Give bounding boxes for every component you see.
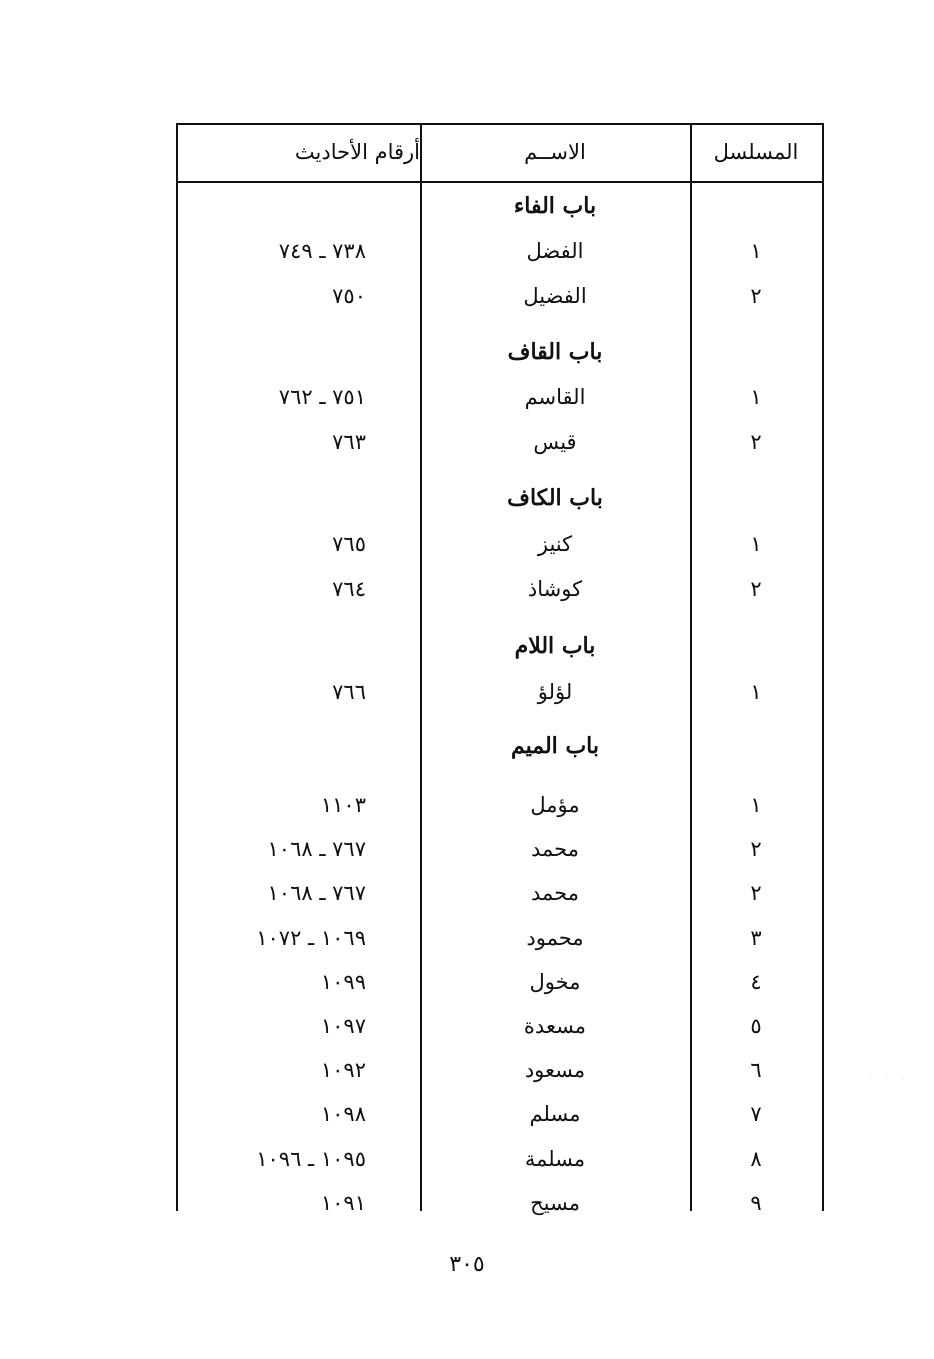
header-serial: المسلسل bbox=[713, 140, 799, 164]
hadith-numbers-cell: ١١٠٣ bbox=[320, 793, 366, 817]
hadith-numbers-cell: ١٠٩٨ bbox=[320, 1102, 366, 1127]
table-row bbox=[176, 1139, 824, 1179]
name-cell: مسلم bbox=[529, 1102, 581, 1127]
hadith-numbers-cell: ١٠٩٧ bbox=[320, 1014, 366, 1038]
serial-cell: ٨ bbox=[750, 1146, 762, 1171]
table-row bbox=[176, 276, 824, 316]
serial-cell: ٢ bbox=[750, 430, 762, 454]
scan-specks: · · · bbox=[870, 1075, 910, 1082]
serial-cell: ١ bbox=[750, 239, 762, 263]
hadith-numbers-cell: ١٠٦٩ ـ ١٠٧٢ bbox=[256, 925, 366, 950]
serial-cell: ١ bbox=[750, 385, 762, 409]
table-row bbox=[176, 1050, 824, 1090]
hadith-numbers-cell: ٧٦٧ ـ ١٠٦٨ bbox=[267, 881, 366, 906]
hadith-numbers-cell: ٧٥١ ـ ٧٦٢ bbox=[278, 385, 366, 409]
serial-cell: ٢ bbox=[750, 881, 762, 906]
name-cell: محمد bbox=[531, 881, 579, 906]
section-title: باب اللام bbox=[514, 633, 596, 659]
name-cell: مسعود bbox=[524, 1058, 586, 1083]
hadith-numbers-cell: ١٠٩٢ bbox=[320, 1058, 366, 1083]
table-row bbox=[176, 1006, 824, 1046]
header-hadith-numbers: أرقام الأحاديث bbox=[294, 140, 420, 164]
serial-cell: ١ bbox=[750, 680, 762, 704]
name-cell: محمد bbox=[531, 837, 579, 862]
table-row bbox=[176, 422, 824, 462]
table-header-rule bbox=[176, 181, 824, 183]
name-cell: مخول bbox=[529, 969, 581, 994]
table-row bbox=[176, 672, 824, 712]
hadith-numbers-cell: ١٠٩١ bbox=[320, 1190, 366, 1215]
table-row bbox=[176, 377, 824, 417]
serial-cell: ٢ bbox=[750, 577, 762, 601]
hadith-numbers-cell: ٧٦٥ bbox=[332, 532, 366, 556]
name-cell: مسيح bbox=[530, 1190, 580, 1215]
section-title: باب الفاء bbox=[513, 193, 597, 219]
index-table bbox=[176, 123, 824, 1215]
table-row bbox=[176, 1094, 824, 1134]
hadith-numbers-cell: ١٠٩٩ bbox=[320, 969, 366, 994]
serial-cell: ٤ bbox=[750, 969, 762, 994]
serial-cell: ٧ bbox=[750, 1102, 762, 1127]
serial-cell: ١ bbox=[750, 532, 762, 556]
name-cell: محمود bbox=[526, 925, 584, 950]
table-row bbox=[176, 569, 824, 609]
name-cell: مسعدة bbox=[523, 1014, 587, 1038]
hadith-numbers-cell: ٧٣٨ ـ ٧٤٩ bbox=[278, 239, 366, 263]
name-cell: كنيز bbox=[537, 532, 573, 556]
serial-cell: ١ bbox=[750, 793, 762, 817]
hadith-numbers-cell: ٧٦٦ bbox=[332, 680, 366, 704]
serial-cell: ٢ bbox=[750, 284, 762, 308]
serial-cell: ٥ bbox=[750, 1014, 762, 1038]
table-row bbox=[176, 873, 824, 913]
hadith-numbers-cell: ٧٥٠ bbox=[332, 284, 366, 308]
name-cell: كوشاذ bbox=[527, 577, 583, 601]
hadith-numbers-cell: ٧٦٤ bbox=[332, 577, 366, 601]
section-title: باب القاف bbox=[507, 339, 603, 365]
name-cell: الفضيل bbox=[523, 284, 587, 308]
name-cell: لؤلؤ bbox=[537, 680, 573, 704]
serial-cell: ٩ bbox=[750, 1190, 762, 1215]
serial-cell: ٦ bbox=[750, 1058, 762, 1083]
table-row bbox=[176, 524, 824, 564]
hadith-numbers-cell: ١٠٩٥ ـ ١٠٩٦ bbox=[256, 1146, 366, 1171]
section-title: باب الكاف bbox=[507, 485, 603, 511]
name-cell: قيس bbox=[533, 430, 577, 454]
serial-cell: ٢ bbox=[750, 837, 762, 862]
table-row bbox=[176, 918, 824, 958]
header-name: الاســم bbox=[524, 140, 586, 164]
table-row bbox=[176, 1183, 824, 1223]
hadith-numbers-cell: ٧٦٧ ـ ١٠٦٨ bbox=[267, 837, 366, 862]
serial-cell: ٣ bbox=[750, 925, 762, 950]
table-row bbox=[176, 231, 824, 271]
table-row bbox=[176, 785, 824, 825]
name-cell: القاسم bbox=[524, 385, 586, 409]
table-row bbox=[176, 829, 824, 869]
table-row bbox=[176, 962, 824, 1002]
name-cell: الفضل bbox=[526, 239, 584, 263]
section-title: باب الميم bbox=[510, 733, 599, 759]
name-cell: مؤمل bbox=[530, 793, 580, 817]
name-cell: مسلمة bbox=[524, 1146, 586, 1171]
page-number: ٣٠٥ bbox=[449, 1252, 485, 1277]
hadith-numbers-cell: ٧٦٣ bbox=[332, 430, 366, 454]
